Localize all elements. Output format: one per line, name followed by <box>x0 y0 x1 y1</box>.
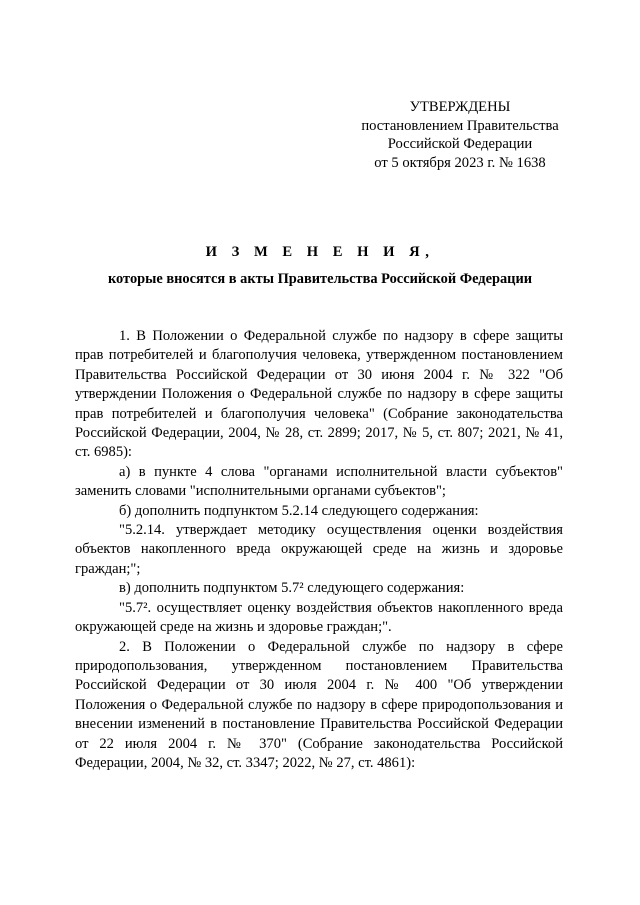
document-body <box>75 327 563 773</box>
paragraph-1: 1. В Положении о Федеральной службе по надзору в сфере защиты прав потребителей и благополучия человека, утвержденном постановлением Правительства Российской Федерации от 30 июня 2004 г. № 322 "Об утверждении Положения о Федеральной службе по надзору в сфере защиты прав потребителей и благополучия человека" (Собрание законодательства Российской Федерации, 2004, № 28, ст. 2899; 2017, № 5, ст. 807; 2021, № 41, ст. 6985): <box>75 328 563 461</box>
paragraph-1c: в) дополнить подпунктом 5.7² следующего содержания: <box>119 580 465 597</box>
paragraph-2: 2. В Положении о Федеральной службе по надзору в сфере природопользования, утвержденном постановлением Правительства Российской Федерации от 30 июля 2004 г. № 400 "Об утверждении Положения о Федеральной службе по надзору в сфере природопользования и внесении изменений в постановление Правительства Российской Федерации от 22 июля 2004 г. № 370" (Собрание законодательства Российской Федерации, 2004, № 32, ст. 3347; 2022, № 27, ст. 4861): <box>75 638 563 771</box>
paragraph-1a: а) в пункте 4 слова "органами исполнительной власти субъектов" заменить словами "исполнительными органами субъектов"; <box>75 463 563 500</box>
document-subtitle: которые вносятся в акты Правительства Российской Федерации <box>107 271 533 287</box>
paragraph-1b-text: "5.2.14. утверждает методику осуществления оценки воздействия объектов накопленного вреда окружающей среде на жизнь и здоровье граждан;"; <box>75 522 563 577</box>
approval-line: Российской Федерации <box>387 136 533 152</box>
approval-line: постановлением Правительства <box>361 117 559 134</box>
approval-heading: УТВЕРЖДЕНЫ <box>409 99 511 115</box>
approval-date: от 5 октября 2023 г. № 1638 <box>374 154 546 171</box>
approval-block <box>340 98 580 172</box>
paragraph-1c-text: "5.7². осуществляет оценку воздействия объектов накопленного вреда окружающей среде на жизнь и здоровье граждан;". <box>75 599 563 636</box>
document-title: И З М Е Н Е Н И Я, <box>205 244 435 260</box>
paragraph-1b: б) дополнить подпунктом 5.2.14 следующего содержания: <box>119 502 479 519</box>
